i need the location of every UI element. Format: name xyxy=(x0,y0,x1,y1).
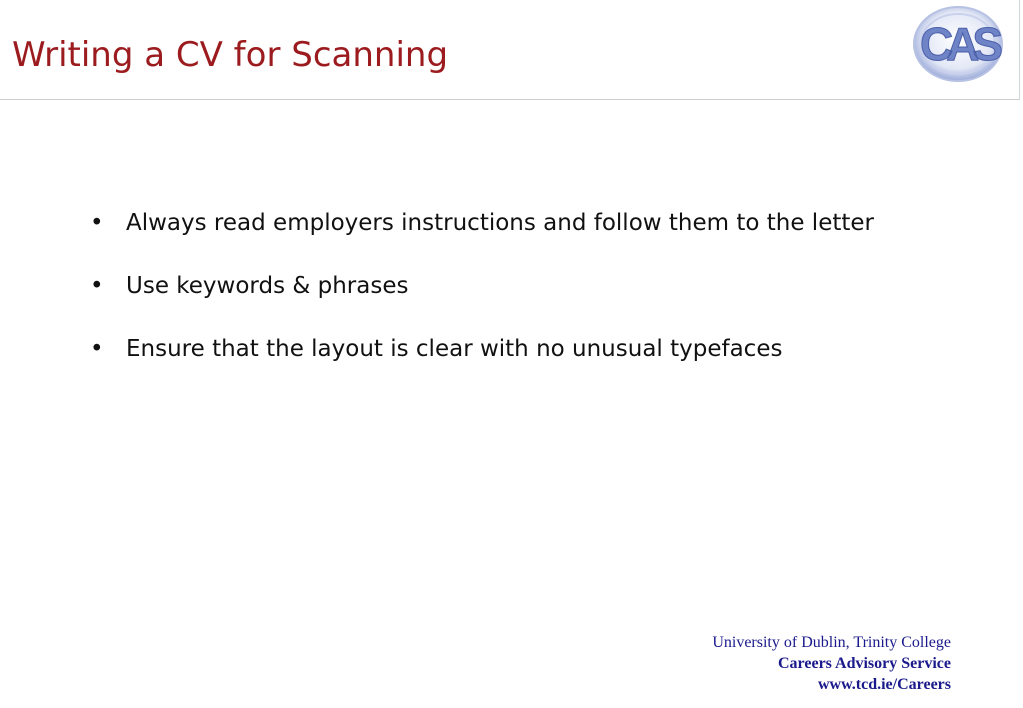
logo-text: CAS xyxy=(919,18,997,70)
bullet-marker: • xyxy=(90,210,104,236)
slide-title: Writing a CV for Scanning xyxy=(12,35,449,75)
footer-service: Careers Advisory Service xyxy=(778,655,951,672)
bullet-item xyxy=(88,271,928,302)
bullet-list xyxy=(88,208,928,397)
footer-url: www.tcd.ie/Careers xyxy=(818,676,951,693)
bullet-text: Use keywords & phrases xyxy=(126,273,409,299)
footer-institution: University of Dublin, Trinity College xyxy=(712,634,951,651)
bullet-item xyxy=(88,208,928,239)
cas-logo xyxy=(911,4,1005,84)
title-bar xyxy=(0,0,1020,100)
bullet-text: Ensure that the layout is clear with no unusual typefaces xyxy=(126,336,783,362)
bullet-marker: • xyxy=(90,273,104,299)
bullet-item xyxy=(88,334,928,365)
bullet-text: Always read employers instructions and follow them to the letter xyxy=(126,210,874,236)
footer xyxy=(712,632,951,695)
bullet-marker: • xyxy=(90,336,104,362)
